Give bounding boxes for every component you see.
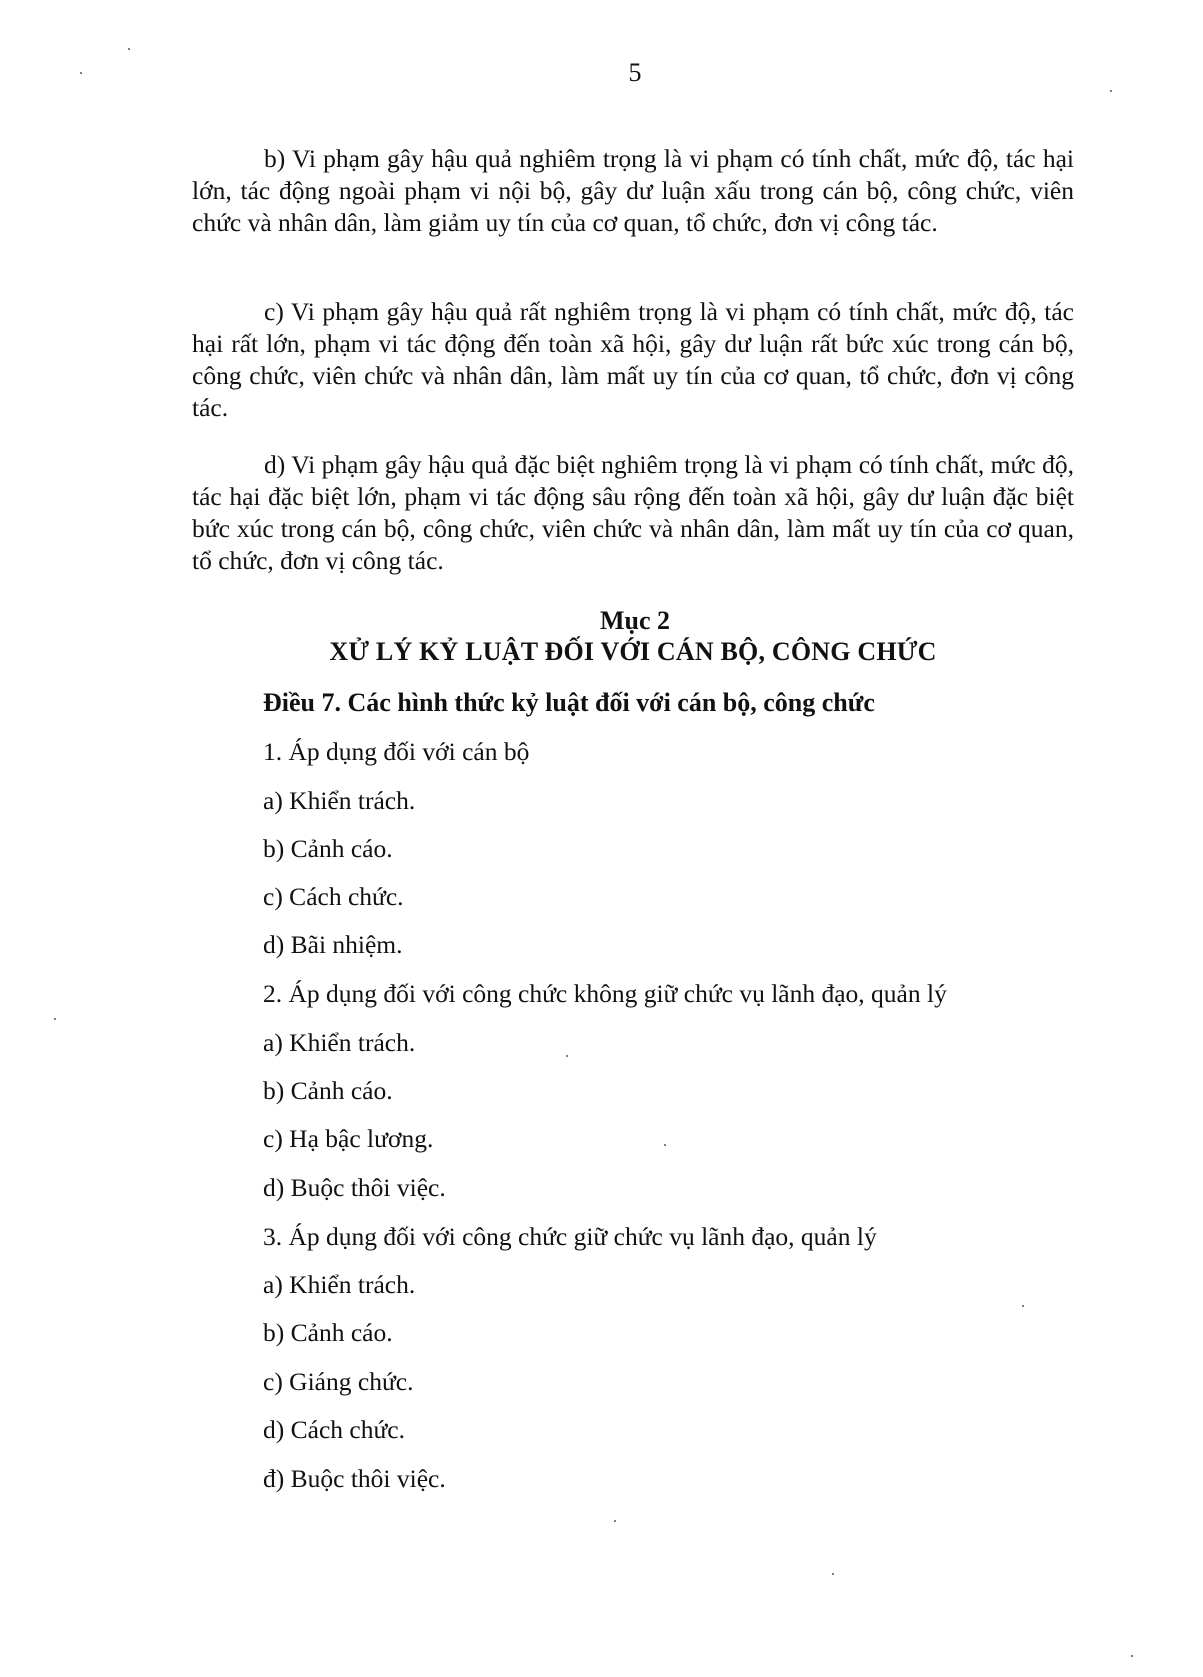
group-heading: 3. Áp dụng đối với công chức giữ chức vụ lãnh đạo, quản lý [263,1222,877,1251]
section-title: XỬ LÝ KỶ LUẬT ĐỐI VỚI CÁN BỘ, CÔNG CHỨC [329,637,937,666]
list-item: d) Bãi nhiệm. [263,930,403,959]
section-label: Mục 2 [599,606,671,635]
list-item: đ) Buộc thôi việc. [263,1464,446,1493]
group-heading: 2. Áp dụng đối với công chức không giữ chức vụ lãnh đạo, quản lý [263,979,947,1008]
scan-speck [1110,90,1112,92]
scan-speck [614,1520,616,1522]
list-item: b) Cảnh cáo. [263,1076,393,1105]
scan-speck [80,72,82,74]
paragraph-b: b) Vi phạm gây hậu quả nghiêm trọng là vi phạm có tính chất, mức độ, tác hại lớn, tác động ngoài phạm vi nội bộ, gây dư luận xấu trong cán bộ, công chức, viên chức và nhân dân, làm giảm uy tín của cơ quan, tổ chức, đơn vị công tác. [192,144,1074,237]
group-heading: 1. Áp dụng đối với cán bộ [263,737,530,766]
list-item: a) Khiển trách. [263,1028,416,1057]
scan-speck [128,48,130,50]
article-title: Điều 7. Các hình thức kỷ luật đối với cán bộ, công chức [263,688,875,717]
page-number: 5 [628,58,642,87]
paragraph-c: c) Vi phạm gây hậu quả rất nghiêm trọng là vi phạm có tính chất, mức độ, tác hại rất lớn, phạm vi tác động đến toàn xã hội, gây dư luận rất bức xúc trong cán bộ, công chức, viên chức và nhân dân, làm mất uy tín của cơ quan, tổ chức, đơn vị công tác. [192,297,1074,422]
list-item: d) Cách chức. [263,1415,405,1444]
list-item: b) Cảnh cáo. [263,834,393,863]
scan-speck [664,1144,666,1146]
list-item: d) Buộc thôi việc. [263,1173,446,1202]
scan-speck [1131,1655,1133,1657]
list-item: c) Hạ bậc lương. [263,1124,434,1153]
scan-speck [54,1018,56,1020]
paragraph-d: d) Vi phạm gây hậu quả đặc biệt nghiêm trọng là vi phạm có tính chất, mức độ, tác hại đặc biệt lớn, phạm vi tác động sâu rộng đến toàn xã hội, gây dư luận đặc biệt bức xúc trong cán bộ, công chức, viên chức và nhân dân, làm mất uy tín của cơ quan, tổ chức, đơn vị công tác. [192,450,1074,575]
list-item: b) Cảnh cáo. [263,1318,393,1347]
list-item: a) Khiển trách. [263,786,416,815]
list-item: c) Cách chức. [263,882,404,911]
list-item: c) Giáng chức. [263,1367,414,1396]
scan-speck [832,1573,834,1575]
scan-speck [1022,1305,1024,1307]
scan-speck [566,1055,568,1057]
list-item: a) Khiển trách. [263,1270,416,1299]
